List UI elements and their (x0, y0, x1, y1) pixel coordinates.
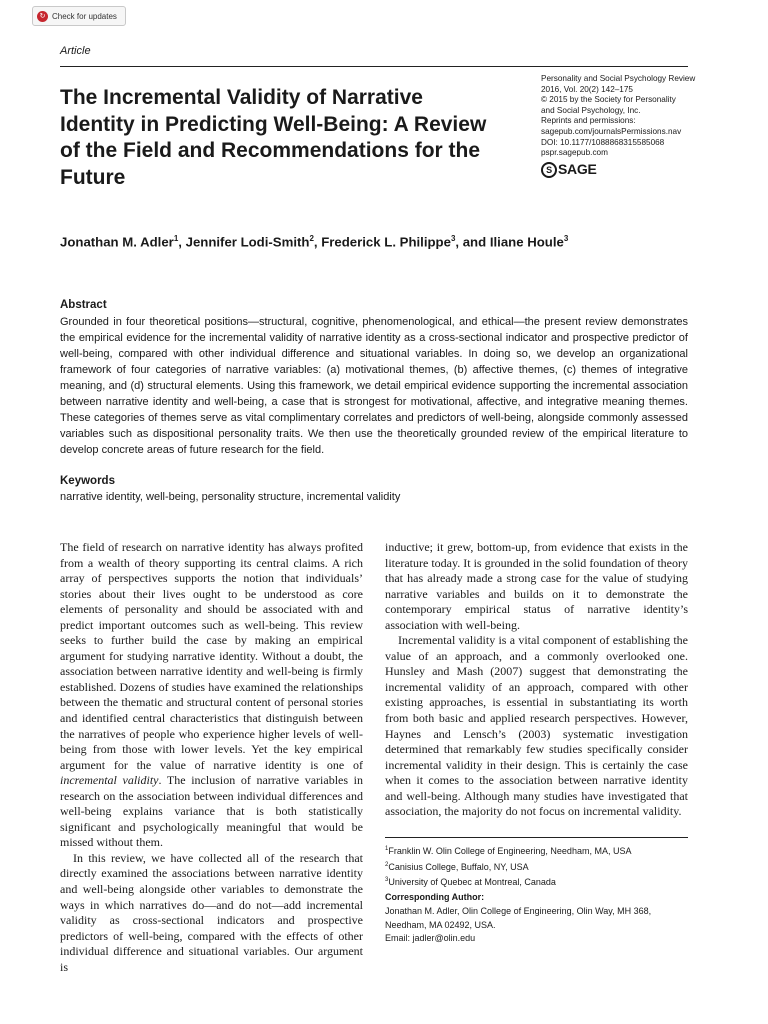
check-for-updates-button[interactable] (32, 6, 126, 26)
journal-volume: 2016, Vol. 20(2) 142–175 (541, 84, 633, 94)
header-rule (60, 66, 688, 67)
author-separator: , and (455, 234, 490, 250)
affiliation-text: Franklin W. Olin College of Engineering, Needham, MA, USA (388, 846, 632, 856)
affiliations (385, 843, 631, 890)
body-column-left (60, 540, 363, 975)
affiliation-text: University of Quebec at Montreal, Canada (388, 877, 556, 887)
abstract-heading: Abstract (60, 299, 107, 311)
body-paragraph (60, 540, 363, 851)
author-name: Iliane Houle (489, 234, 564, 250)
author-affiliation-mark: 2 (309, 234, 314, 243)
journal-website-link[interactable]: pspr.sagepub.com (541, 148, 608, 158)
body-paragraph: Incremental validity is a vital component of establishing the value of an approach, and a commonly overlooked one. Hunsley and Mash (2007) suggest that demonstrating the incremental validity of an approach, compared with other existing approaches, is essential in substantiating its worth from both basic and applied research perspectives. However, Haynes and Lensch’s (2003) systematic investigation determined that remarkably few studies specifically consider incremental validity in their design. This is certainly the case when it comes to the association between narrative identity and well-being. Although many studies have investigated that association, the majority do not focus on incremental validity. (385, 633, 688, 819)
emphasis-text: incremental validity (60, 773, 159, 788)
publisher-name: SAGE (558, 161, 597, 178)
body-paragraph: In this review, we have collected all of the research that directly examined the associations between narrative identity and well-being alongside other variables to demonstrate the ways in which narratives do—and do not—add incremental validity as cross-sectional indicators and prospective predictors of well-being, compared with the effects of other individual difference and situational variables. Our argument is (60, 850, 363, 974)
corresponding-email-link[interactable]: Email: jadler@olin.edu (385, 933, 476, 943)
keywords-list: narrative identity, well-being, personality structure, incremental validity (60, 491, 401, 503)
author-name: Jonathan M. Adler (60, 234, 174, 250)
author-list (60, 234, 568, 249)
publisher-logo (541, 162, 706, 178)
refresh-icon: ↻ (37, 11, 48, 22)
corresponding-author-details (385, 905, 651, 946)
affiliation-item (385, 843, 631, 859)
author-affiliation-mark: 3 (450, 234, 456, 243)
affiliation-text: Canisius College, Buffalo, NY, USA (388, 861, 529, 872)
body-paragraph: inductive; it grew, bottom-up, from evidence that exists in the literature today. It is grounded in the solid foundation of theory that has already made a strong case for the value of studying narrative variables and builds on it to demonstrate the contemporary empirical status of narrative identity’s association with well-being. (385, 540, 688, 632)
affiliation-mark: 1 (385, 846, 389, 852)
body-text: . The inclusion of narrative variables in research on the association between individual differences and well-being explains variance that is both statistically significant and psychologically meaningful that would be missed without them. (60, 773, 364, 850)
check-for-updates-label: Check for updates (52, 11, 117, 21)
permissions-link[interactable]: sagepub.com/journalsPermissions.nav (541, 126, 682, 136)
sage-logo-icon: S (541, 162, 557, 178)
journal-name: Personality and Social Psychology Review (541, 74, 696, 83)
author-affiliation-mark: 3 (563, 234, 569, 243)
author-separator: , (313, 234, 322, 250)
affiliation-mark: 2 (385, 861, 389, 868)
keywords-heading: Keywords (60, 475, 115, 487)
corresponding-address: Jonathan M. Adler, Olin College of Engineering, Olin Way, MH 368, (385, 906, 652, 916)
paper-title: The Incremental Validity of Narrative Identity in Predicting Well-Being: A Review of the Field and Recommendations for the Future (60, 86, 487, 189)
footnote-rule (385, 837, 688, 838)
affiliation-item (385, 874, 631, 890)
article-type-label: Article (60, 45, 91, 57)
abstract-text: Grounded in four theoretical positions—structural, cognitive, phenomenological, and ethical—the present review demonstrates the empirical evidence for the incremental validity of narrative identity as a cross-sectional indicator and prospective predictor of well-being, compared with other individual difference and situational variables. In doing so, we develop an organizational framework of four categories of narrative variables: (a) motivational themes, (b) affective themes, (c) themes of integrative meaning, and (d) structural elements. Using this framework, we detail empirical evidence supporting the incremental association between narrative identity and well-being, a case that is strongest for motivational, affective, and integrative meaning themes. These categories of themes serve as vital complimentary correlates and predictors of well-being, alongside commonly assessed variables such as dispositional personality traits. We then use the theoretically grounded review of the empirical literature to develop concrete areas of future research for the field. (60, 316, 688, 456)
journal-meta (541, 74, 706, 178)
affiliation-item (385, 859, 631, 875)
doi-link[interactable]: DOI: 10.1177/1088868315585068 (541, 137, 665, 147)
copyright-line-2: and Social Psychology, Inc. (541, 105, 641, 115)
corresponding-author-heading: Corresponding Author: (385, 892, 485, 902)
author-name: Frederick L. Philippe (321, 234, 451, 250)
author-separator: , (178, 234, 186, 250)
author-name: Jennifer Lodi-Smith (185, 234, 310, 250)
reprints-label: Reprints and permissions: (541, 116, 636, 126)
body-column-right (385, 540, 688, 820)
body-text: The field of research on narrative identity has always profited from a wealth of theory supporting its central claims. A rich array of perspectives supports the notion that individuals’ stories about their lives ought to be understood as core elements of personality and should be associated with and predict important outcomes such as well-being. This review seeks to further build the case by making an empirical argument for studying narrative identity. Without a doubt, the association between narrative identity and well-being is firmly established. Dozens of studies have examined the relationships between the thematic and structural content of personal stories and identified central characteristics that distinguish between the narratives of people who experience higher levels of well-being from those with lower levels. Yet the key empirical argument for the value of narrative identity is one of (60, 540, 363, 772)
corresponding-address: Needham, MA 02492, USA. (385, 919, 496, 930)
author-affiliation-mark: 1 (173, 234, 179, 243)
affiliation-mark: 3 (385, 877, 389, 883)
copyright-line: © 2015 by the Society for Personality (541, 95, 676, 105)
